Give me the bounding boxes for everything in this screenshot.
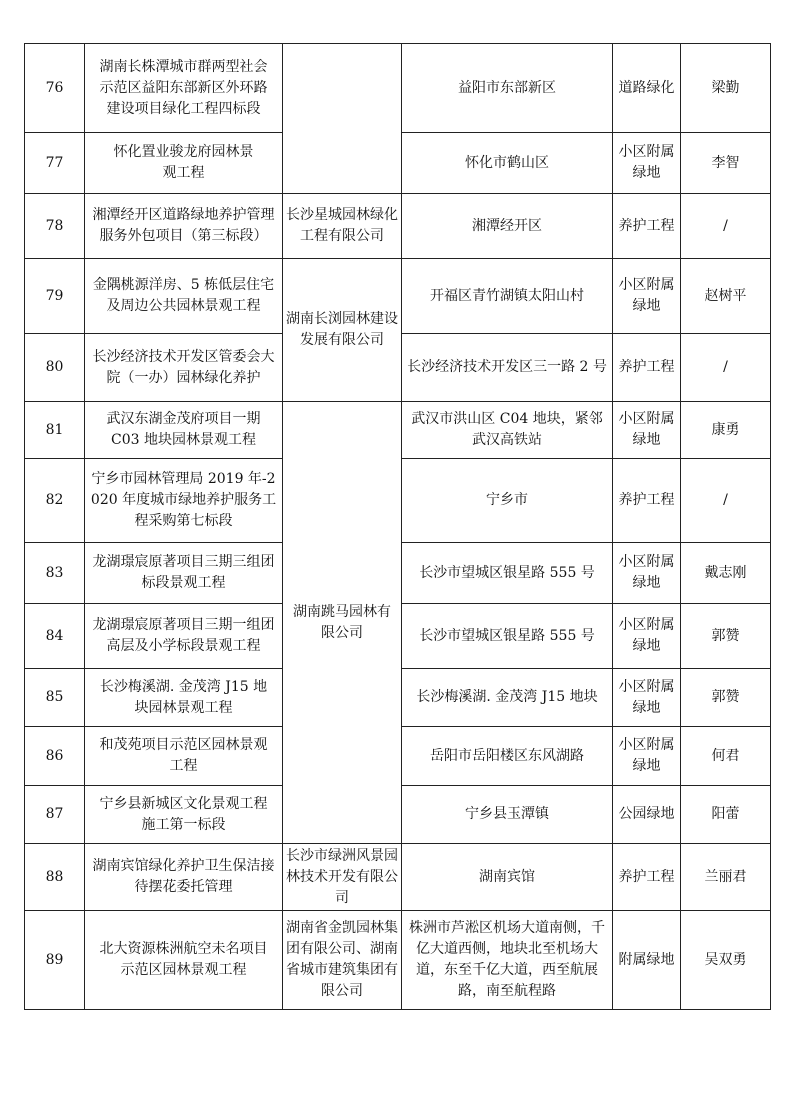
project-name: 武汉东湖金茂府项目一期 C03 地块园林景观工程: [85, 402, 283, 459]
green-space-type: 公园绿地: [613, 786, 681, 844]
responsible-person: /: [681, 194, 771, 259]
project-location: 长沙市望城区银星路 555 号: [402, 543, 613, 604]
project-name: 北大资源株洲航空未名项目示范区园林景观工程: [85, 911, 283, 1010]
green-space-type: 养护工程: [613, 334, 681, 402]
row-number: 79: [25, 259, 85, 334]
construction-company: 湖南省金凯园林集团有限公司、湖南省城市建筑集团有限公司: [283, 911, 402, 1010]
responsible-person: 康勇: [681, 402, 771, 459]
table-row: [25, 402, 771, 459]
row-number: 80: [25, 334, 85, 402]
green-space-type: 养护工程: [613, 844, 681, 911]
project-location: 宁乡市: [402, 459, 613, 543]
green-space-type: 附属绿地: [613, 911, 681, 1010]
project-name: 宁乡县新城区文化景观工程施工第一标段: [85, 786, 283, 844]
row-number: 86: [25, 727, 85, 786]
table-row: [25, 259, 771, 334]
row-number: 85: [25, 669, 85, 727]
construction-company: 湖南长浏园林建设发展有限公司: [283, 259, 402, 402]
project-name: 金隅桃源洋房、5 栋低层住宅及周边公共园林景观工程: [85, 259, 283, 334]
green-space-type: 小区附属绿地: [613, 727, 681, 786]
project-location: 武汉市洪山区 C04 地块，紧邻武汉高铁站: [402, 402, 613, 459]
construction-company: 长沙市绿洲风景园林技术开发有限公司: [283, 844, 402, 911]
responsible-person: 何君: [681, 727, 771, 786]
responsible-person: 郭赞: [681, 669, 771, 727]
green-space-type: 小区附属绿地: [613, 133, 681, 194]
project-location: 怀化市鹤山区: [402, 133, 613, 194]
green-space-type: 小区附属绿地: [613, 402, 681, 459]
responsible-person: 赵树平: [681, 259, 771, 334]
construction-company: 湖南跳马园林有限公司: [283, 402, 402, 844]
company-cell: [283, 44, 402, 194]
row-number: 87: [25, 786, 85, 844]
row-number: 81: [25, 402, 85, 459]
project-name: 长沙经济技术开发区管委会大院（一办）园林绿化养护: [85, 334, 283, 402]
green-space-type: 小区附属绿地: [613, 543, 681, 604]
project-name: 湖南长株潭城市群两型社会示范区益阳东部新区外环路建设项目绿化工程四标段: [85, 44, 283, 133]
responsible-person: 兰丽君: [681, 844, 771, 911]
project-location: 长沙市望城区银星路 555 号: [402, 604, 613, 669]
project-location: 宁乡县玉潭镇: [402, 786, 613, 844]
green-space-type: 小区附属绿地: [613, 604, 681, 669]
project-location: 株洲市芦淞区机场大道南侧，千亿大道西侧，地块北至机场大道，东至千亿大道，西至航展路，南至航程路: [402, 911, 613, 1010]
table-row: [25, 44, 771, 133]
row-number: 76: [25, 44, 85, 133]
project-location: 开福区青竹湖镇太阳山村: [402, 259, 613, 334]
row-number: 88: [25, 844, 85, 911]
project-name: 宁乡市园林管理局 2019 年-2020 年度城市绿地养护服务工程采购第七标段: [85, 459, 283, 543]
project-location: 长沙经济技术开发区三一路 2 号: [402, 334, 613, 402]
project-name: 龙湖璟宸原著项目三期一组团高层及小学标段景观工程: [85, 604, 283, 669]
row-number: 89: [25, 911, 85, 1010]
green-space-type: 道路绿化: [613, 44, 681, 133]
project-name: 龙湖璟宸原著项目三期三组团标段景观工程: [85, 543, 283, 604]
row-number: 77: [25, 133, 85, 194]
row-number: 84: [25, 604, 85, 669]
row-number: 83: [25, 543, 85, 604]
responsible-person: 李智: [681, 133, 771, 194]
project-name: 湖南宾馆绿化养护卫生保洁接待摆花委托管理: [85, 844, 283, 911]
responsible-person: 吴双勇: [681, 911, 771, 1010]
table-row: [25, 911, 771, 1010]
green-space-type: 小区附属绿地: [613, 669, 681, 727]
project-location: 湖南宾馆: [402, 844, 613, 911]
project-name: 长沙梅溪湖. 金茂湾 J15 地块园林景观工程: [85, 669, 283, 727]
green-space-type: 养护工程: [613, 459, 681, 543]
row-number: 78: [25, 194, 85, 259]
green-space-type: 小区附属绿地: [613, 259, 681, 334]
project-location: 岳阳市岳阳楼区东风湖路: [402, 727, 613, 786]
table-row: [25, 844, 771, 911]
responsible-person: 阳蕾: [681, 786, 771, 844]
green-space-type: 养护工程: [613, 194, 681, 259]
construction-company: 长沙星城园林绿化工程有限公司: [283, 194, 402, 259]
responsible-person: /: [681, 334, 771, 402]
row-number: 82: [25, 459, 85, 543]
project-name: 怀化置业骏龙府园林景观工程: [85, 133, 283, 194]
project-name: 湘潭经开区道路绿地养护管理服务外包项目（第三标段）: [85, 194, 283, 259]
responsible-person: /: [681, 459, 771, 543]
responsible-person: 戴志刚: [681, 543, 771, 604]
responsible-person: 郭赞: [681, 604, 771, 669]
responsible-person: 梁勤: [681, 44, 771, 133]
project-name: 和茂苑项目示范区园林景观工程: [85, 727, 283, 786]
project-location: 益阳市东部新区: [402, 44, 613, 133]
project-location: 湘潭经开区: [402, 194, 613, 259]
project-table: [24, 43, 771, 1010]
project-location: 长沙梅溪湖. 金茂湾 J15 地块: [402, 669, 613, 727]
table-row: [25, 194, 771, 259]
